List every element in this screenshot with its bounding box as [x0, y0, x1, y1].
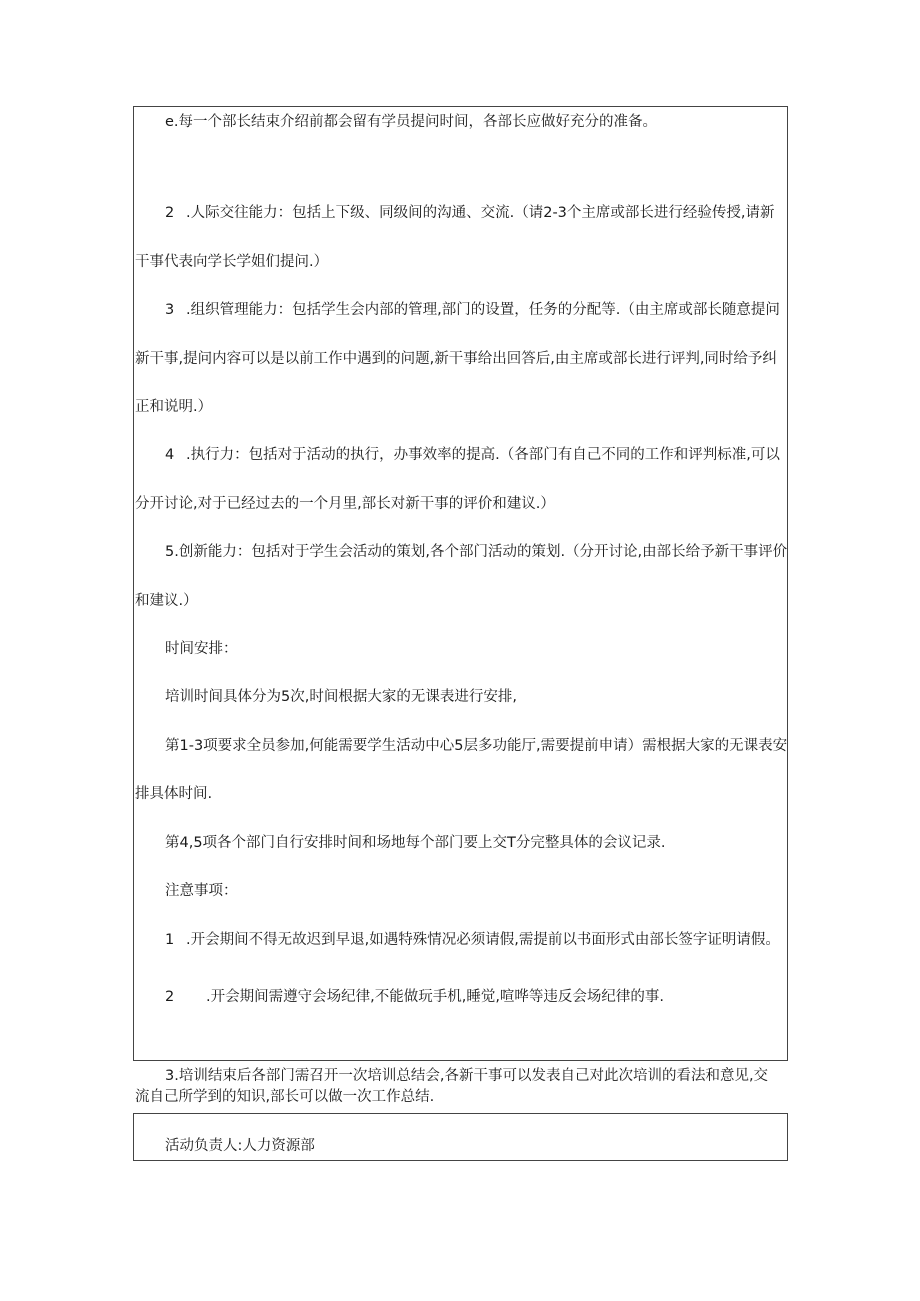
item-3-line-1: .组织管理能力：包括学生会内部的管理,部门的设置，任务的分配等.（由主席或部长随意提问 [186, 302, 780, 318]
schedule-paragraph-2-line-1: 第1-3项要求全员参加,何能需要学生活动中心5层多功能厅,需要提前申请）需根据大家的无课表安 [165, 738, 788, 754]
summary-line-1: 3.培训结束后各部门需召开一次培训总结会,各新干事可以发表自己对此次培训的看法和意见,交 [165, 1068, 769, 1084]
responsible-text: 活动负责人:人力资源部 [165, 1138, 315, 1154]
note-1-text: .开会期间不得无故迟到早退,如遇特殊情况必须请假,需提前以书面形式由部长签字证明请假。 [186, 932, 780, 948]
item-2-number: 2 [165, 205, 175, 221]
schedule-paragraph-3: 第4,5项各个部门自行安排时间和场地每个部门要上交T分完整具体的会议记录. [165, 835, 666, 851]
item-5-line-2: 和建议.） [135, 593, 198, 609]
item-3-line-2: 新干事,提问内容可以是以前工作中遇到的问题,新干事给出回答后,由主席或部长进行评判,同时给予纠 [135, 351, 777, 367]
item-4-line-2: 分开讨论,对于已经过去的一个月里,部长对新干事的评价和建议.） [135, 496, 555, 512]
item-e-text: e.每一个部长结束介绍前都会留有学员提问时间，各部长应做好充分的准备。 [165, 114, 658, 130]
schedule-paragraph-1: 培训时间具体分为5次,时间根据大家的无课表进行安排, [165, 689, 517, 705]
schedule-title: 时间安排： [165, 641, 238, 657]
note-2-number: 2 [165, 989, 175, 1005]
notes-title: 注意事项： [165, 883, 238, 899]
item-3-line-3: 正和说明.） [135, 399, 213, 415]
note-2-text: .开会期间需遵守会场纪律,不能做玩手机,睡觉,喧哗等违反会场纪律的事. [206, 989, 665, 1005]
item-4-number: 4 [165, 447, 175, 463]
content-table-box [133, 106, 788, 1061]
summary-line-2: 流自己所学到的知识,部长可以做一次工作总结. [135, 1089, 435, 1105]
schedule-paragraph-2-line-2: 排具体时间. [135, 786, 213, 802]
item-2-line-1: .人际交往能力：包括上下级、同级间的沟通、交流.（请2-3个主席或部长进行经验传授,请新 [186, 205, 775, 221]
item-3-number: 3 [165, 302, 175, 318]
item-4-line-1: .执行力：包括对于活动的执行，办事效率的提高.（各部门有自己不同的工作和评判标准,可以 [186, 447, 780, 463]
item-2-line-2: 干事代表向学长学姐们提问.） [135, 254, 329, 270]
note-1-number: 1 [165, 932, 175, 948]
item-5-line-1: 5.创新能力：包括对于学生会活动的策划,各个部门活动的策划.（分开讨论,由部长给予新干事评价 [165, 544, 788, 560]
